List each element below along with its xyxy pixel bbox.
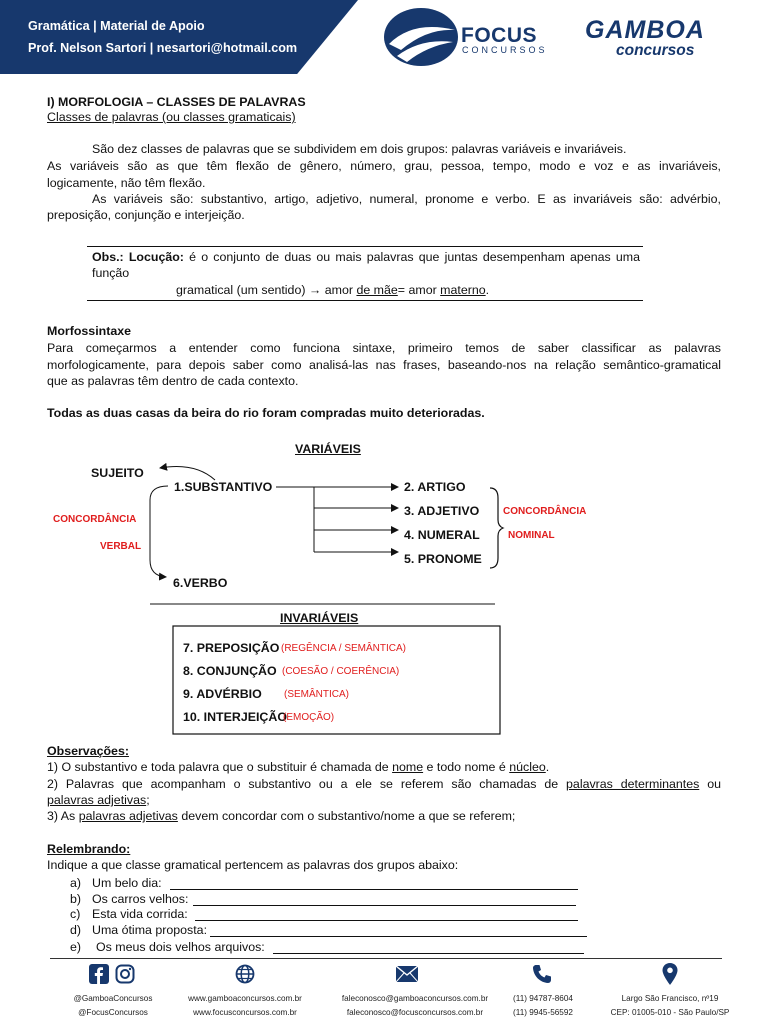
numeral-label: 4. NUMERAL <box>404 528 480 542</box>
section-subtitle: Classes de palavras (ou classes gramaticais) <box>47 110 296 124</box>
obs3-text-c: devem concordar com o substantivo/nome a que se referem; <box>181 809 516 823</box>
obs-line-1 <box>92 250 640 264</box>
header-line-2: Prof. Nelson Sartori | nesartori@hotmail.com <box>28 41 298 55</box>
concordancia-nominal-2: NOMINAL <box>508 530 555 541</box>
observacao-3 <box>47 809 515 823</box>
inv-item-note: (EMOÇÃO) <box>283 712 335 723</box>
obs2-text-c: ou <box>707 777 721 791</box>
answer-line[interactable] <box>170 889 578 890</box>
obs-bottom-rule <box>87 300 643 301</box>
obs-text-3f: . <box>485 283 490 297</box>
exercise-letter: b) <box>70 892 82 906</box>
gamboa-logo-subtext: concursos <box>616 42 695 59</box>
relembrando-title: Relembrando: <box>47 842 131 856</box>
artigo-label: 2. ARTIGO <box>404 480 466 494</box>
exercise-text: Uma ótima proposta: <box>92 923 208 937</box>
obs2-text-e: ; <box>146 793 150 807</box>
obs2-text-d: palavras adjetivas <box>47 793 147 807</box>
focus-logo-subtext: CONCURSOS <box>462 45 548 55</box>
facebook-icon[interactable] <box>89 964 109 984</box>
footer-web-2[interactable]: www.focusconcursos.com.br <box>193 1008 297 1017</box>
concordancia-verbal-1: CONCORDÂNCIA <box>53 514 137 525</box>
morfo-line-2: morfologicamente, para depois saber como analisá-las nas frases, baseando-nos na relação semântico-gramatical <box>47 358 721 372</box>
obs1-text-c: e todo nome é <box>426 760 506 774</box>
concordancia-verbal-2: VERBAL <box>100 541 142 552</box>
obs-text-3d: = amor <box>397 283 437 297</box>
obs1-text-b: nome <box>392 760 424 774</box>
arrow-right-icon: → <box>308 283 322 297</box>
obs-text-3a: gramatical (um sentido) <box>176 283 306 297</box>
morfo-line-3: que as palavras têm dentro de cada contexto. <box>47 374 299 388</box>
obs-text-3c: de mãe <box>356 283 398 297</box>
variaveis-title: VARIÁVEIS <box>295 442 361 456</box>
inv-item-label: 8. CONJUNÇÃO <box>183 664 277 678</box>
obs-text-3e: materno <box>440 283 486 297</box>
footer-social-1[interactable]: @GamboaConcursos <box>73 994 153 1003</box>
footer-social-2[interactable]: @FocusConcursos <box>78 1008 148 1017</box>
inv-item-label: 7. PREPOSIÇÃO <box>183 641 280 655</box>
exercise-letter: e) <box>70 940 82 954</box>
paragraph-3b: preposição, conjunção e interjeição. <box>47 208 245 222</box>
morfo-line-1: Para começarmos a entender como funciona sintaxe, primeiro temos de saber classificar as palavras <box>47 341 721 355</box>
footer-phone-1[interactable]: (11) 94787-8604 <box>513 994 573 1003</box>
paragraph-2b: logicamente, não têm flexão. <box>47 176 206 190</box>
verbo-label: 6.VERBO <box>173 576 228 590</box>
instagram-icon[interactable] <box>115 964 135 984</box>
answer-line[interactable] <box>193 905 576 906</box>
exercise-text: Um belo dia: <box>92 876 162 890</box>
morfo-example: Todas as duas casas da beira do rio foram compradas muito deterioradas. <box>47 406 485 420</box>
invariaveis-title: INVARIÁVEIS <box>280 611 359 625</box>
footer-address-1: Largo São Francisco, nº19 <box>621 994 719 1003</box>
obs1-text-e: . <box>545 760 550 774</box>
paragraph-2a: As variáveis são as que têm flexão de gênero, número, grau, pessoa, tempo, modo e voz e as invariáveis, <box>47 159 721 173</box>
obs3-text-b: palavras adjetivas <box>78 809 178 823</box>
inv-item-label: 9. ADVÉRBIO <box>183 687 262 701</box>
obs-text-1: é o conjunto de duas ou mais palavras que juntas desempenham apenas uma <box>189 250 640 264</box>
globe-icon[interactable] <box>235 964 255 984</box>
exercise-letter: d) <box>70 923 82 937</box>
inv-item-note: (COESÃO / COERÊNCIA) <box>282 666 400 677</box>
relembrando-intro: Indique a que classe gramatical pertencem as palavras dos grupos abaixo: <box>47 858 459 872</box>
observacoes-title: Observações: <box>47 744 129 758</box>
obs3-text-a: 3) As <box>47 809 76 823</box>
focus-logo-icon <box>383 6 461 68</box>
obs2-text-a: 2) Palavras que acompanham o substantivo ou a ele se referem são chamadas de <box>47 777 559 791</box>
inv-item-note: (SEMÂNTICA) <box>284 689 349 700</box>
footer-web-1[interactable]: www.gamboaconcursos.com.br <box>188 994 302 1003</box>
inv-item-label: 10. INTERJEIÇÃO <box>183 710 287 724</box>
obs-top-rule <box>87 246 643 247</box>
obs1-text-a: 1) O substantivo e toda palavra que o substituir é chamada de <box>47 760 389 774</box>
envelope-icon[interactable] <box>396 966 418 982</box>
phone-icon[interactable] <box>532 964 552 984</box>
sujeito-label: SUJEITO <box>91 466 144 480</box>
exercise-text: Os meus dois velhos arquivos: <box>96 940 265 954</box>
footer-mail-1[interactable]: faleconosco@gamboaconcursos.com.br <box>341 994 489 1003</box>
obs-text-3b: amor <box>324 283 353 297</box>
gamboa-logo-text: GAMBOA <box>585 16 705 44</box>
exercise-letter: c) <box>70 907 81 921</box>
header-line-1: Gramática | Material de Apoio <box>28 19 205 33</box>
header-band <box>0 0 358 74</box>
concordancia-nominal-1: CONCORDÂNCIA <box>503 506 587 517</box>
answer-line[interactable] <box>210 936 587 937</box>
pronome-label: 5. PRONOME <box>404 552 482 566</box>
exercise-text: Os carros velhos: <box>92 892 189 906</box>
obs2-text-b: palavras determinantes <box>566 777 700 791</box>
section-title: I) MORFOLOGIA – CLASSES DE PALAVRAS <box>47 95 306 109</box>
observacao-2 <box>47 777 721 791</box>
obs-line-3 <box>176 283 489 297</box>
obs-label: Obs.: Locução: <box>92 250 184 264</box>
footer-address-2: CEP: 01005-010 - São Paulo/SP <box>610 1008 730 1017</box>
observacao-2-cont <box>47 793 150 807</box>
footer-phone-2[interactable]: (11) 9945-56592 <box>513 1008 573 1017</box>
focus-logo-text: FOCUS <box>461 24 537 47</box>
paragraph-3a: As variáveis são: substantivo, artigo, adjetivo, numeral, pronome e verbo. E as invariáveis são: advérbio, <box>92 192 721 206</box>
answer-line[interactable] <box>195 920 578 921</box>
adjetivo-label: 3. ADJETIVO <box>404 504 480 518</box>
exercise-letter: a) <box>70 876 82 890</box>
footer-mail-2[interactable]: faleconosco@focusconcursos.com.br <box>346 1008 484 1017</box>
footer-rule <box>50 958 722 959</box>
exercise-text: Esta vida corrida: <box>92 907 188 921</box>
obs-text-2: função <box>92 266 130 280</box>
location-pin-icon[interactable] <box>662 963 678 985</box>
obs1-text-d: núcleo <box>509 760 546 774</box>
inv-item-note: (REGÊNCIA / SEMÂNTICA) <box>281 643 407 654</box>
substantivo-label: 1.SUBSTANTIVO <box>174 480 273 494</box>
answer-line[interactable] <box>273 953 584 954</box>
morfo-title: Morfossintaxe <box>47 324 131 338</box>
paragraph-1: São dez classes de palavras que se subdividem em dois grupos: palavras variáveis e invariáveis. <box>92 142 627 156</box>
observacao-1 <box>47 760 549 774</box>
